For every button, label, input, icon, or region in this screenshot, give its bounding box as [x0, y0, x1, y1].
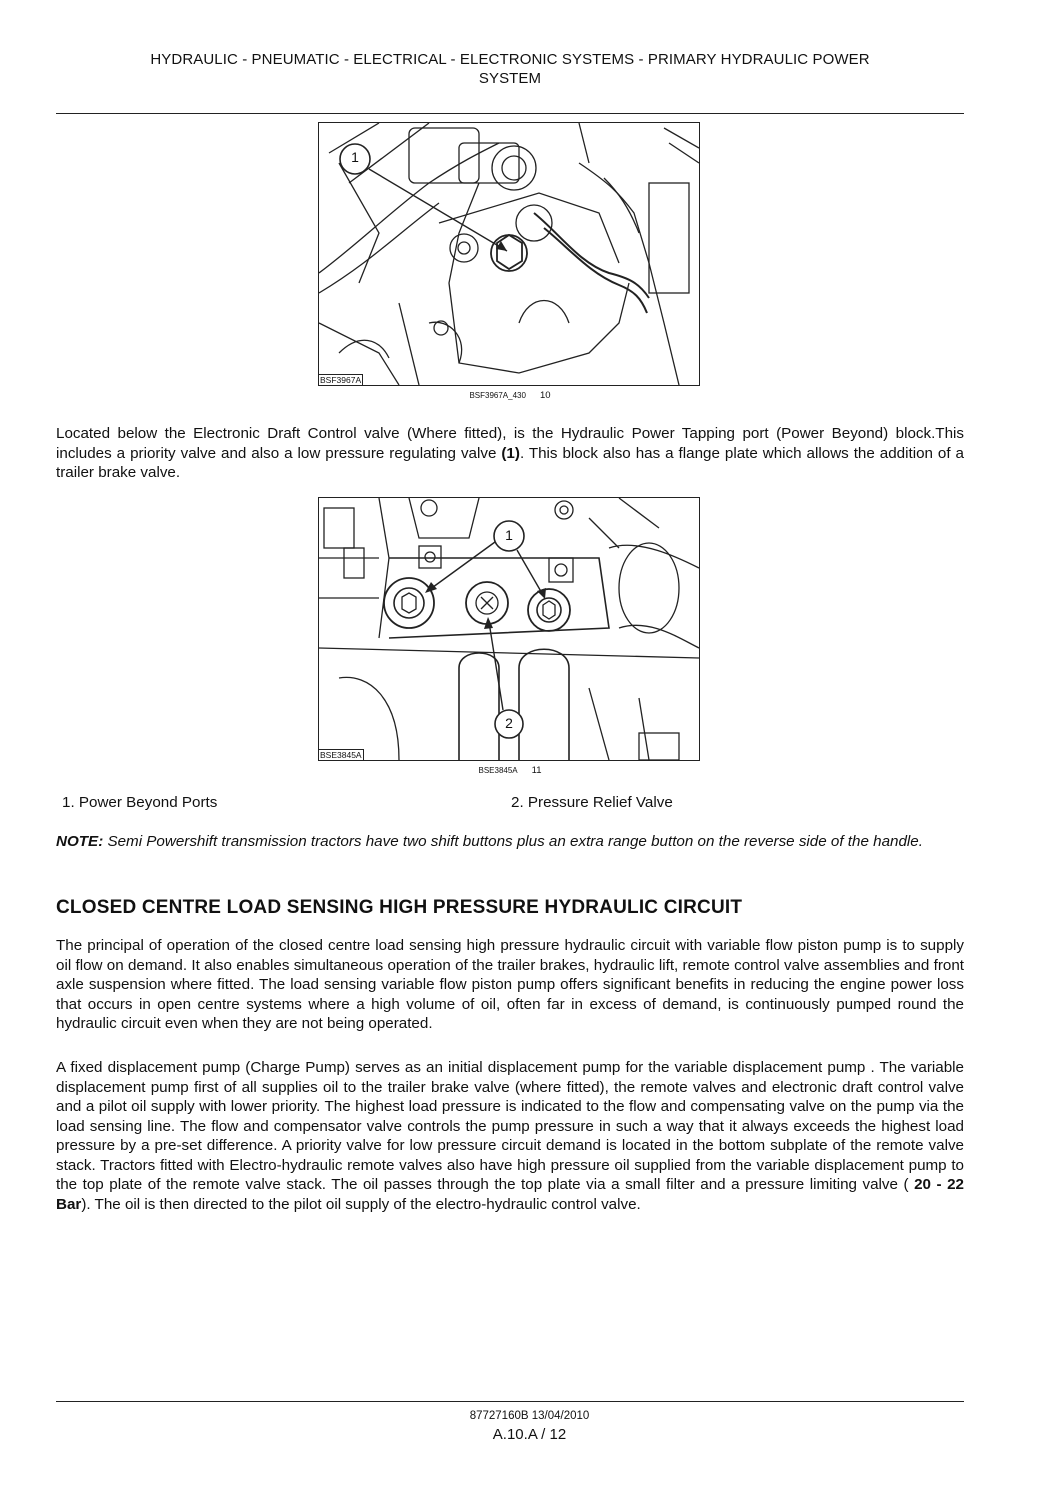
figure1-callout-1: 1 — [351, 149, 359, 165]
figure2-caption-code: BSE3845A — [478, 766, 518, 775]
figure2-callout-1: 1 — [505, 527, 513, 543]
paragraph3-text-b: ). The oil is then directed to the pilot oil supply of the electro-hydraulic control valve. — [81, 1195, 641, 1213]
paragraph1-text-a: Located below the Electronic Draft Control valve (Where fitted), is the Hydraulic Power Tapping port (Power Beyond) block.This includes a priority valve and also a low pressure regulating valve — [56, 425, 964, 462]
paragraph1-bold: (1) — [501, 444, 520, 462]
figure1-drawing — [319, 123, 699, 385]
header-title-line2: SYSTEM — [478, 70, 542, 87]
figure2-callout-2: 2 — [505, 715, 513, 731]
legend-item-pressure-relief-valve: 2. Pressure Relief Valve — [511, 794, 673, 811]
note-text: Semi Powershift transmission tractors have two shift buttons plus an extra range button on the reverse side of the handle. — [103, 833, 923, 850]
figure-power-beyond-ports-photo — [318, 497, 700, 761]
paragraph-principal-operation: The principal of operation of the closed centre load sensing high pressure hydraulic circuit with variable flow piston pump is to supply oil flow on demand. It also enables simultaneous operation of the trailer brakes, hydraulic lift, remote control valve assemblies and front axle suspension where fitted. The load sensing variable flow piston pump offers significant benefits in reducing the engine power loss that occurs in open centre systems where a high volume of oil, often far in excess of demand, is continuously pumped round the hydraulic circuit even when they are not being operated. — [56, 937, 964, 1032]
header-title-line1: HYDRAULIC - PNEUMATIC - ELECTRICAL - ELECTRONIC SYSTEMS - PRIMARY HYDRAULIC POWER — [150, 51, 870, 68]
figure-power-beyond-block-photo — [318, 122, 700, 386]
figure2-code: BSE3845A — [320, 750, 362, 760]
figure2-caption-number: 11 — [531, 765, 542, 776]
page-header — [56, 50, 964, 88]
footer-doc-code: 87727160B 13/04/2010 — [469, 1410, 590, 1422]
note-block — [56, 832, 964, 852]
paragraph-fixed-displacement-pump — [56, 1058, 964, 1214]
figure2-caption — [440, 765, 580, 776]
paragraph3-text-a: A fixed displacement pump (Charge Pump) serves as an initial displacement pump for the variable displacement pump . The variable displacement pump first of all supplies oil to the trailer brake valve (where fitted), the remote valves and electronic draft control valve and a pilot oil supply with lower priority. The highest load pressure is indicated to the flow and compensating valve on the pump via the load sensing line. The flow and compensator valve controls the pump pressure in such a way that it always exceeds the highest load pressure by a pre-set difference. A priority valve for low pressure circuit demand is located in the bottom subplate of the remote valve stack. Tractors fitted with Electro-hydraulic remote valves also have high pressure oil supplied from the variable displacement pump to the top plate of the remote valve stack. The oil passes through the top plate via a small filter and a pressure limiting valve ( — [56, 1059, 964, 1193]
figure1-caption-number: 10 — [539, 390, 551, 401]
legend-item-power-beyond-ports: 1. Power Beyond Ports — [62, 794, 218, 811]
header-rule — [56, 113, 964, 114]
paragraph-power-beyond — [56, 424, 964, 483]
figure1-caption — [440, 390, 580, 401]
footer-page-number: A.10.A / 12 — [492, 1426, 567, 1443]
figure1-code: BSF3967A — [320, 375, 362, 385]
footer-rule — [56, 1401, 964, 1402]
note-label: NOTE: — [56, 833, 104, 850]
figure1-caption-code: BSF3967A_430 — [469, 391, 526, 400]
paragraph1-text-b: . This block also has a flange plate which allows the addition of a trailer brake valve. — [56, 444, 964, 481]
paragraph3-bold: 20 - 22 Bar — [56, 1176, 964, 1213]
section-title: CLOSED CENTRE LOAD SENSING HIGH PRESSURE HYDRAULIC CIRCUIT — [56, 897, 743, 918]
